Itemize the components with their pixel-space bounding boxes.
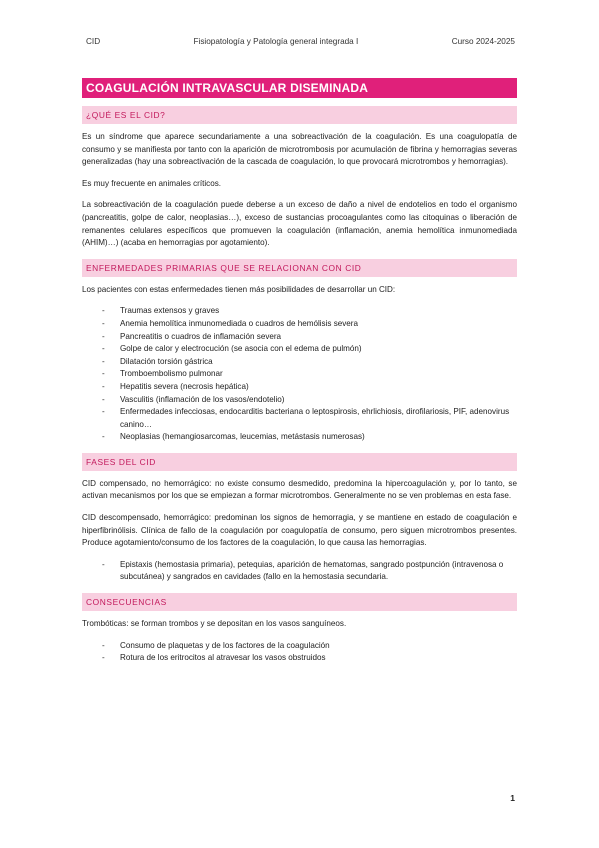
list-item: - Enfermedades infecciosas, endocarditis bacteriana o leptospirosis, ehrlichiosis, dirofilariosis, PIF, adenovirus canino… xyxy=(102,407,510,429)
list-item: - Vasculitis (inflamación de los vasos/endotelio) xyxy=(102,394,285,404)
paragraph: Los pacientes con estas enfermedades tienen más posibilidades de desarrollar un CID: xyxy=(82,284,396,294)
list-item: - Dilatación torsión gástrica xyxy=(102,356,213,366)
section-title-enfermedades: ENFERMEDADES PRIMARIAS QUE SE RELACIONAN CON CID xyxy=(82,259,517,277)
header-left: CID xyxy=(86,37,101,46)
header-center: Fisiopatología y Patología general integrada I xyxy=(193,37,359,46)
document-body xyxy=(82,78,517,674)
paragraph: La sobreactivación de la coagulación puede deberse a un exceso de daño a nivel de endotelios en todo el organismo (pancreatitis, golpe de calor, neoplasias…), exceso de sustancias procoagulantes como las citoquinas o liberación de remanentes celulares específicos que promueven la coagulación (inflamación, anemia hemolítica inmunomediada (AHIM)…) (acaba en hemorragias por agotamiento). xyxy=(82,200,517,248)
diseases-list xyxy=(82,305,517,444)
paragraph: Trombóticas: se forman trombos y se depositan en los vasos sanguíneos. xyxy=(82,619,347,629)
document-title: COAGULACIÓN INTRAVASCULAR DISEMINADA xyxy=(82,78,517,98)
paragraph: Es un síndrome que aparece secundariamente a una sobreactivación de la coagulación. Es una coagulopatía de consumo y se manifiesta por tanto con la aparición de microtrombosis por acumulación de fibrina y hemorragias severas generalizadas (hay una sobreactivación de la cascada de coagulación, lo que provocará microtrombos y hemorragias). xyxy=(82,132,517,167)
list-item: - Traumas extensos y graves xyxy=(102,306,220,316)
list-item: - Rotura de los eritrocitos al atravesar los vasos obstruidos xyxy=(102,653,326,663)
paragraph: CID compensado, no hemorrágico: no existe consumo desmedido, predomina la hipercoagulación y, por lo tanto, se activan mecanismos por los que se empiezan a formar microtrombos. Generalmente no se ven problemas en esta fase. xyxy=(82,478,517,501)
list-item: - Golpe de calor y electrocución (se asocia con el edema de pulmón) xyxy=(102,344,362,354)
paragraph: CID descompensado, hemorrágico: predominan los signos de hemorragia, y se mantiene en estado de coagulación e hiperfibrinólisis. Clínica de fallo de la coagulación por coagulopatía de consumo, pero siguen microtrombos presentes. Produce agotamiento/consumo de los factores de la coagulación, lo que causa las hemorragias. xyxy=(82,513,517,548)
list-item: - Tromboembolismo pulmonar xyxy=(102,369,223,379)
list-item: - Hepatitis severa (necrosis hepática) xyxy=(102,381,249,391)
consequences-list xyxy=(82,640,517,665)
list-item: - Pancreatitis o cuadros de inflamación severa xyxy=(102,331,282,341)
section-title-que-es: ¿QUÉ ES EL CID? xyxy=(82,106,517,124)
list-item: - Neoplasias (hemangiosarcomas, leucemias, metástasis numerosas) xyxy=(102,432,365,442)
page-header xyxy=(86,37,515,46)
header-right: Curso 2024-2025 xyxy=(451,37,515,46)
list-item: - Epistaxis (hemostasia primaria), petequias, aparición de hematomas, sangrado postpunción (intravenosa o subcutánea) y sangrados en cavidades (fallo en la hemostasia secundaria. xyxy=(102,559,504,582)
paragraph: Es muy frecuente en animales críticos. xyxy=(82,178,222,188)
phases-list xyxy=(82,559,517,584)
section-title-consecuencias: CONSECUENCIAS xyxy=(82,593,517,611)
list-item: - Consumo de plaquetas y de los factores de la coagulación xyxy=(102,640,330,650)
page-number: 1 xyxy=(510,793,515,803)
list-item: - Anemia hemolítica inmunomediada o cuadros de hemólisis severa xyxy=(102,318,358,328)
section-title-fases: FASES DEL CID xyxy=(82,453,517,471)
